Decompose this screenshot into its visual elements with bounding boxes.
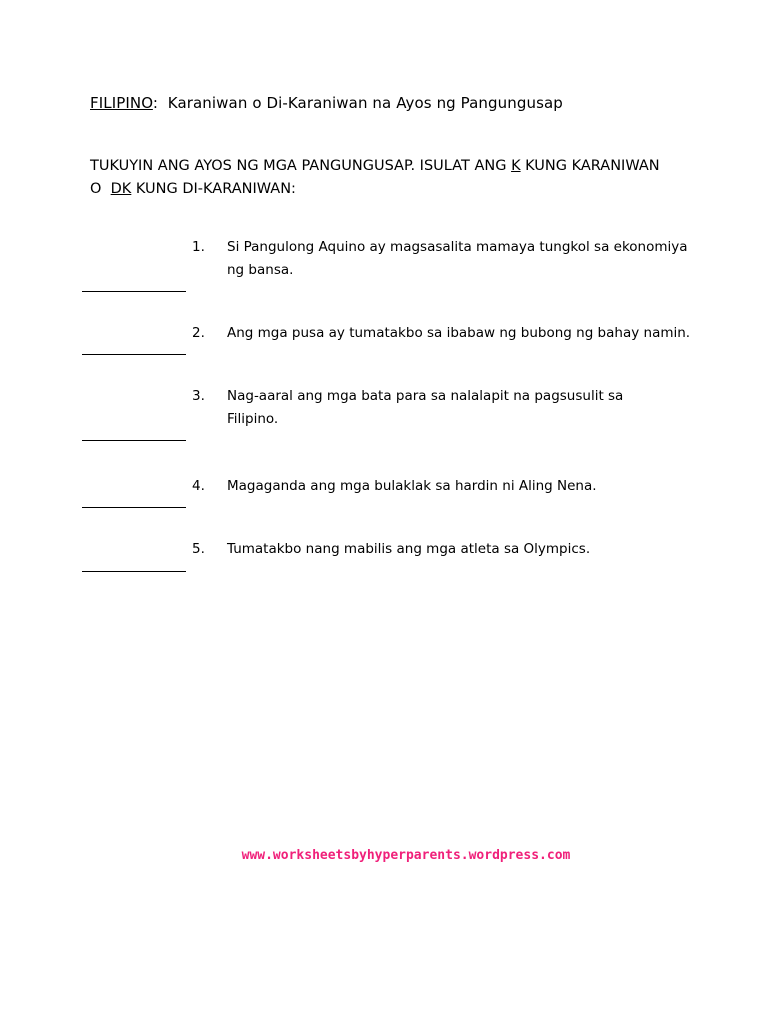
- question-text: Magaganda ang mga bulaklak sa hardin ni Aling Nena.: [227, 478, 597, 494]
- instructions-line-2: [90, 178, 660, 201]
- subject-label: FILIPINO: [90, 94, 153, 112]
- answer-blank[interactable]: [82, 291, 186, 292]
- question-text: Si Pangulong Aquino ay magsasalita mamaya tungkol sa ekonomiya ng bansa.: [227, 239, 688, 278]
- instructions-line-1: [90, 155, 660, 178]
- worksheet-title: [90, 94, 563, 112]
- question-number: 2.: [192, 325, 205, 341]
- question-text: Ang mga pusa ay tumatakbo sa ibabaw ng bubong ng bahay namin.: [227, 325, 691, 341]
- title-colon: :: [152, 94, 159, 112]
- website-footer: [0, 848, 768, 863]
- question-number: 3.: [192, 388, 205, 404]
- answer-blank[interactable]: [82, 507, 186, 508]
- instructions-text-3: O: [90, 181, 111, 197]
- question-text: Nag-aaral ang mga bata para sa nalalapit na pagsusulit sa Filipino.: [227, 388, 624, 427]
- answer-blank[interactable]: [82, 571, 186, 572]
- question-text: Tumatakbo nang mabilis ang mga atleta sa Olympics.: [227, 541, 591, 557]
- title-text: Karaniwan o Di-Karaniwan na Ayos ng Pangungusap: [167, 94, 563, 112]
- instructions-text-1: TUKUYIN ANG AYOS NG MGA PANGUNGUSAP. ISULAT ANG: [90, 158, 512, 174]
- answer-blank[interactable]: [82, 354, 186, 355]
- website-link[interactable]: www.worksheetsbyhyperparents.wordpress.com: [241, 848, 571, 863]
- instructions-text-4: KUNG DI-KARANIWAN:: [131, 181, 296, 197]
- dk-code: DK: [110, 181, 132, 197]
- question-number: 5.: [192, 541, 205, 557]
- k-code: K: [511, 158, 521, 174]
- answer-blank[interactable]: [82, 440, 186, 441]
- question-number: 1.: [192, 239, 205, 255]
- instructions: [90, 155, 660, 201]
- instructions-text-2: KUNG KARANIWAN: [520, 158, 660, 174]
- question-number: 4.: [192, 478, 205, 494]
